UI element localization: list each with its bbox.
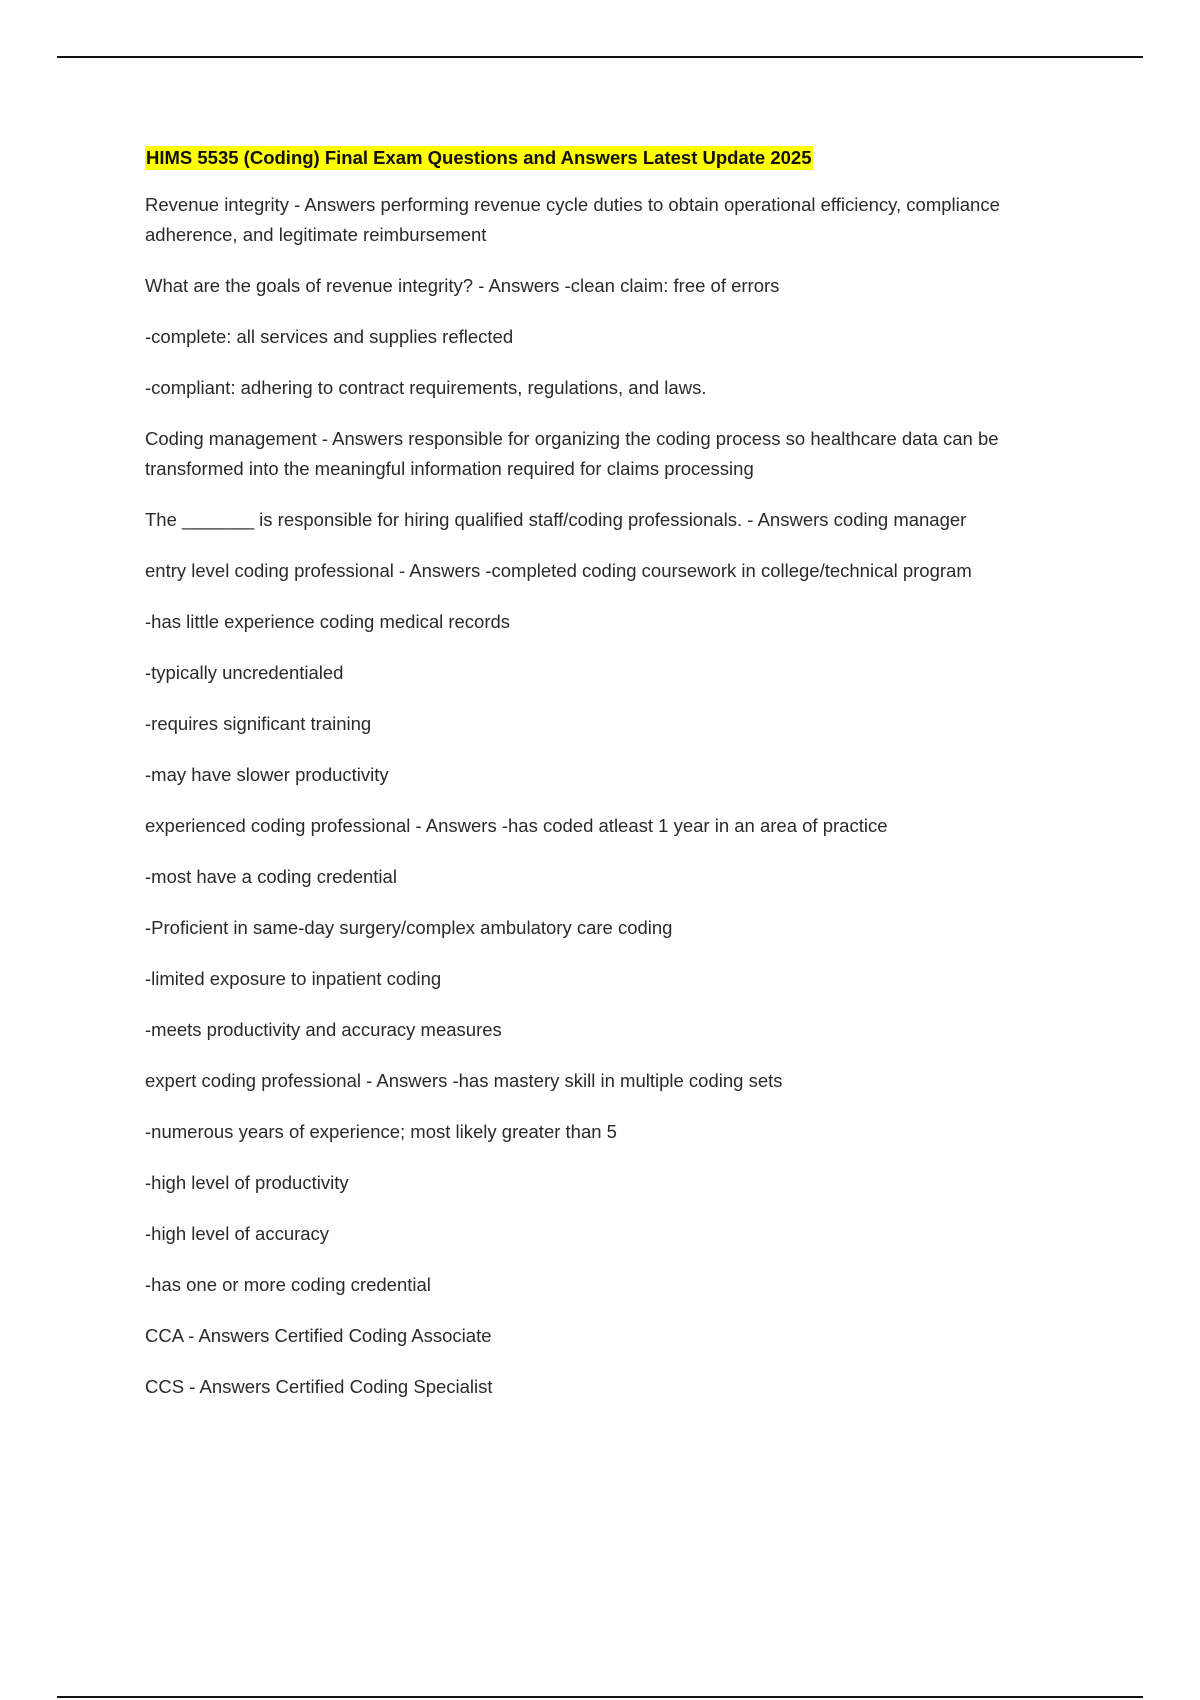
paragraph: The _______ is responsible for hiring qualified staff/coding professionals. - Answers coding manager	[145, 509, 967, 530]
paragraph: -may have slower productivity	[145, 764, 389, 785]
paragraph: -most have a coding credential	[145, 866, 397, 887]
page-top-rule	[57, 56, 1143, 58]
paragraph: -typically uncredentialed	[145, 662, 344, 683]
page-bottom-rule	[57, 1696, 1143, 1698]
paragraph: CCS - Answers Certified Coding Specialist	[145, 1376, 493, 1397]
document-body	[145, 146, 1095, 1423]
paragraph: -numerous years of experience; most likely greater than 5	[145, 1121, 617, 1142]
paragraph: Revenue integrity - Answers performing revenue cycle duties to obtain operational efficiency, compliance adherence, and legitimate reimbursement	[145, 194, 1000, 245]
paragraph: -compliant: adhering to contract requirements, regulations, and laws.	[145, 377, 707, 398]
paragraph: -complete: all services and supplies reflected	[145, 326, 514, 347]
paragraph: -requires significant training	[145, 713, 372, 734]
paragraph: expert coding professional - Answers -has mastery skill in multiple coding sets	[145, 1070, 783, 1091]
paragraph: -Proficient in same-day surgery/complex ambulatory care coding	[145, 917, 673, 938]
paragraph: -limited exposure to inpatient coding	[145, 968, 442, 989]
paragraph: What are the goals of revenue integrity? - Answers -clean claim: free of errors	[145, 275, 780, 296]
paragraph: -has little experience coding medical records	[145, 611, 511, 632]
paragraph: entry level coding professional - Answers -completed coding coursework in college/technical program	[145, 560, 972, 581]
paragraph: -high level of productivity	[145, 1172, 349, 1193]
paragraph: -high level of accuracy	[145, 1223, 330, 1244]
paragraph: -has one or more coding credential	[145, 1274, 431, 1295]
paragraph: CCA - Answers Certified Coding Associate	[145, 1325, 492, 1346]
paragraph: experienced coding professional - Answers -has coded atleast 1 year in an area of practice	[145, 815, 888, 836]
document-title: HIMS 5535 (Coding) Final Exam Questions and Answers Latest Update 2025	[146, 147, 812, 168]
paragraph: Coding management - Answers responsible for organizing the coding process so healthcare data can be transformed into the meaningful information required for claims processing	[145, 428, 999, 479]
paragraph: -meets productivity and accuracy measures	[145, 1019, 502, 1040]
